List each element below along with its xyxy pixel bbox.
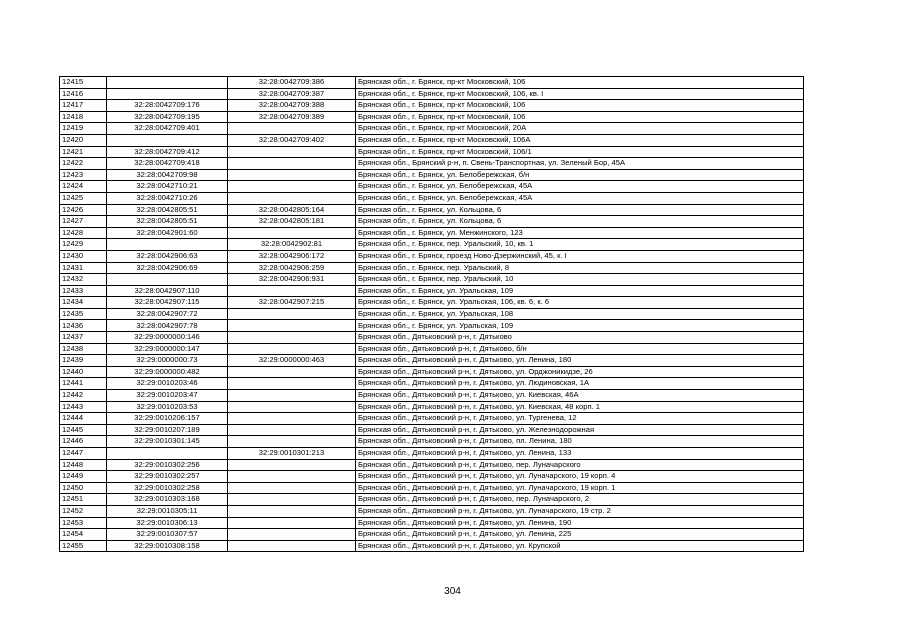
parcel-number-cell: 32:28:0042710:26: [107, 192, 228, 204]
parcel-number-cell: [107, 448, 228, 460]
object-number-cell: 32:28:0042709:387: [228, 88, 356, 100]
object-number-cell: [228, 459, 356, 471]
row-number-cell: 12441: [60, 378, 107, 390]
address-cell: Брянская обл., Дятьковский р-н, г. Дятьково, ул. Киевская, 48 корп. 1: [356, 401, 804, 413]
object-number-cell: [228, 390, 356, 402]
table-body: [60, 77, 804, 552]
table-row: [60, 250, 804, 262]
address-cell: Брянская обл., г. Брянск, ул. Уральская, 108: [356, 308, 804, 320]
object-number-cell: [228, 169, 356, 181]
row-number-cell: 12428: [60, 227, 107, 239]
parcel-number-cell: 32:28:0042907:115: [107, 297, 228, 309]
parcel-number-cell: 32:29:0010306:13: [107, 517, 228, 529]
row-number-cell: 12442: [60, 390, 107, 402]
address-cell: Брянская обл., г. Брянск, ул. Кольцова, 6: [356, 216, 804, 228]
parcel-number-cell: 32:29:0010203:53: [107, 401, 228, 413]
address-cell: Брянская обл., г. Брянск, ул. Менжинского, 123: [356, 227, 804, 239]
table-row: [60, 529, 804, 541]
object-number-cell: [228, 529, 356, 541]
row-number-cell: 12455: [60, 540, 107, 552]
object-number-cell: [228, 413, 356, 425]
row-number-cell: 12418: [60, 111, 107, 123]
object-number-cell: [228, 471, 356, 483]
parcel-number-cell: 32:28:0042907:72: [107, 308, 228, 320]
table-row: [60, 436, 804, 448]
table-row: [60, 540, 804, 552]
table-row: [60, 413, 804, 425]
address-cell: Брянская обл., г. Брянск, ул. Уральская, 109: [356, 285, 804, 297]
address-cell: Брянская обл., Дятьковский р-н, г. Дятьково, пер. Луначарского: [356, 459, 804, 471]
object-number-cell: [228, 285, 356, 297]
object-number-cell: 32:29:0000000:463: [228, 355, 356, 367]
row-number-cell: 12420: [60, 134, 107, 146]
row-number-cell: 12439: [60, 355, 107, 367]
object-number-cell: [228, 332, 356, 344]
table-row: [60, 448, 804, 460]
object-number-cell: [228, 343, 356, 355]
object-number-cell: [228, 181, 356, 193]
row-number-cell: 12437: [60, 332, 107, 344]
parcel-number-cell: 32:29:0010303:168: [107, 494, 228, 506]
table-row: [60, 204, 804, 216]
row-number-cell: 12436: [60, 320, 107, 332]
parcel-number-cell: 32:29:0010305:11: [107, 505, 228, 517]
object-number-cell: 32:28:0042805:181: [228, 216, 356, 228]
parcel-number-cell: 32:29:0010207:189: [107, 424, 228, 436]
row-number-cell: 12447: [60, 448, 107, 460]
parcel-number-cell: [107, 88, 228, 100]
row-number-cell: 12432: [60, 274, 107, 286]
table-row: [60, 471, 804, 483]
address-cell: Брянская обл., Дятьковский р-н, г. Дятьково: [356, 332, 804, 344]
object-number-cell: [228, 401, 356, 413]
row-number-cell: 12445: [60, 424, 107, 436]
address-cell: Брянская обл., Дятьковский р-н, г. Дятьково, ул. Луначарского, 19 корп. 4: [356, 471, 804, 483]
address-cell: Брянская обл., г. Брянск, пр-кт Московский, 106, кв. I: [356, 88, 804, 100]
object-number-cell: 32:28:0042906:172: [228, 250, 356, 262]
object-number-cell: [228, 320, 356, 332]
row-number-cell: 12422: [60, 158, 107, 170]
address-cell: Брянская обл., Дятьковский р-н, г. Дятьково, б/н: [356, 343, 804, 355]
address-cell: Брянская обл., Дятьковский р-н, г. Дятьково, ул. Людиновская, 1А: [356, 378, 804, 390]
object-number-cell: 32:28:0042709:386: [228, 77, 356, 89]
table-row: [60, 424, 804, 436]
table-row: [60, 239, 804, 251]
table-row: [60, 100, 804, 112]
row-number-cell: 12444: [60, 413, 107, 425]
address-cell: Брянская обл., г. Брянск, пр-кт Московский, 106: [356, 77, 804, 89]
parcel-number-cell: 32:29:0010203:47: [107, 390, 228, 402]
parcel-number-cell: 32:29:0000000:146: [107, 332, 228, 344]
address-cell: Брянская обл., Дятьковский р-н, г. Дятьково, ул. Киевская, 46А: [356, 390, 804, 402]
address-cell: Брянская обл., Дятьковский р-н, г. Дятьково, ул. Ленина, 180: [356, 355, 804, 367]
table-row: [60, 332, 804, 344]
parcel-number-cell: [107, 77, 228, 89]
parcel-number-cell: 32:29:0010302:257: [107, 471, 228, 483]
table-row: [60, 111, 804, 123]
address-cell: Брянская обл., Дятьковский р-н, г. Дятьково, ул. Ленина, 190: [356, 517, 804, 529]
address-cell: Брянская обл., г. Брянск, ул. Белобережская, 45А: [356, 192, 804, 204]
address-cell: Брянская обл., г. Брянск, пер. Уральский, 10, кв. 1: [356, 239, 804, 251]
object-number-cell: [228, 366, 356, 378]
table-row: [60, 134, 804, 146]
object-number-cell: [228, 378, 356, 390]
parcel-number-cell: [107, 134, 228, 146]
object-number-cell: [228, 308, 356, 320]
table-row: [60, 494, 804, 506]
object-number-cell: 32:28:0042906:259: [228, 262, 356, 274]
table-row: [60, 158, 804, 170]
address-cell: Брянская обл., Дятьковский р-н, г. Дятьково, ул. Ленина, 133: [356, 448, 804, 460]
object-number-cell: 32:28:0042907:215: [228, 297, 356, 309]
address-cell: Брянская обл., г. Брянск, проезд Ново-Дзержинский, 45, к. I: [356, 250, 804, 262]
table-row: [60, 227, 804, 239]
row-number-cell: 12434: [60, 297, 107, 309]
parcel-number-cell: 32:28:0042709:176: [107, 100, 228, 112]
address-cell: Брянская обл., г. Брянск, ул. Белобережская, б/н: [356, 169, 804, 181]
table-row: [60, 262, 804, 274]
object-number-cell: [228, 158, 356, 170]
row-number-cell: 12440: [60, 366, 107, 378]
table-row: [60, 378, 804, 390]
row-number-cell: 12431: [60, 262, 107, 274]
address-cell: Брянская обл., г. Брянск, ул. Уральская, 106, кв. 6, к. 6: [356, 297, 804, 309]
parcel-number-cell: [107, 239, 228, 251]
table-row: [60, 192, 804, 204]
table-row: [60, 366, 804, 378]
object-number-cell: [228, 540, 356, 552]
object-number-cell: 32:28:0042805:164: [228, 204, 356, 216]
row-number-cell: 12438: [60, 343, 107, 355]
table-row: [60, 355, 804, 367]
row-number-cell: 12427: [60, 216, 107, 228]
address-cell: Брянская обл., г. Брянск, ул. Кольцова, 6: [356, 204, 804, 216]
object-number-cell: 32:28:0042709:402: [228, 134, 356, 146]
parcel-number-cell: 32:28:0042709:98: [107, 169, 228, 181]
address-cell: Брянская обл., г. Брянск, пр-кт Московский, 106/1: [356, 146, 804, 158]
table-row: [60, 297, 804, 309]
row-number-cell: 12421: [60, 146, 107, 158]
address-cell: Брянская обл., г. Брянск, ул. Белобережская, 45А: [356, 181, 804, 193]
object-number-cell: 32:28:0042906:931: [228, 274, 356, 286]
address-cell: Брянская обл., Дятьковский р-н, г. Дятьково, ул. Крупской: [356, 540, 804, 552]
row-number-cell: 12448: [60, 459, 107, 471]
row-number-cell: 12453: [60, 517, 107, 529]
table-row: [60, 181, 804, 193]
parcel-number-cell: 32:29:0000000:482: [107, 366, 228, 378]
object-number-cell: [228, 482, 356, 494]
row-number-cell: 12435: [60, 308, 107, 320]
table-row: [60, 401, 804, 413]
address-cell: Брянская обл., Дятьковский р-н, г. Дятьково, ул. Орджоникидзе, 26: [356, 366, 804, 378]
row-number-cell: 12446: [60, 436, 107, 448]
parcel-number-cell: 32:28:0042901:60: [107, 227, 228, 239]
row-number-cell: 12429: [60, 239, 107, 251]
table-row: [60, 390, 804, 402]
row-number-cell: 12443: [60, 401, 107, 413]
table-row: [60, 482, 804, 494]
row-number-cell: 12419: [60, 123, 107, 135]
parcel-number-cell: 32:28:0042907:78: [107, 320, 228, 332]
parcel-number-cell: 32:28:0042709:418: [107, 158, 228, 170]
table-row: [60, 285, 804, 297]
table-row: [60, 308, 804, 320]
address-cell: Брянская обл., Дятьковский р-н, г. Дятьково, ул. Луначарского, 19 стр. 2: [356, 505, 804, 517]
object-number-cell: [228, 517, 356, 529]
table-row: [60, 146, 804, 158]
address-cell: Брянская обл., г. Брянск, ул. Уральская, 109: [356, 320, 804, 332]
row-number-cell: 12450: [60, 482, 107, 494]
parcel-number-cell: 32:28:0042805:51: [107, 204, 228, 216]
address-cell: Брянская обл., Дятьковский р-н, г. Дятьково, ул. Ленина, 225: [356, 529, 804, 541]
object-number-cell: [228, 192, 356, 204]
row-number-cell: 12433: [60, 285, 107, 297]
object-number-cell: 32:29:0010301:213: [228, 448, 356, 460]
table-row: [60, 459, 804, 471]
parcel-number-cell: 32:28:0042709:412: [107, 146, 228, 158]
parcel-number-cell: 32:28:0042906:69: [107, 262, 228, 274]
table-row: [60, 77, 804, 89]
row-number-cell: 12452: [60, 505, 107, 517]
object-number-cell: [228, 146, 356, 158]
address-cell: Брянская обл., Брянский р-н, п. Свень-Транспортная, ул. Зеленый Бор, 45А: [356, 158, 804, 170]
parcel-number-cell: 32:29:0010307:57: [107, 529, 228, 541]
object-number-cell: [228, 505, 356, 517]
object-number-cell: [228, 436, 356, 448]
row-number-cell: 12451: [60, 494, 107, 506]
row-number-cell: 12449: [60, 471, 107, 483]
parcel-number-cell: 32:29:0010206:157: [107, 413, 228, 425]
address-cell: Брянская обл., Дятьковский р-н, г. Дятьково, ул. Железнодорожная: [356, 424, 804, 436]
parcel-number-cell: 32:29:0010302:256: [107, 459, 228, 471]
parcel-number-cell: [107, 274, 228, 286]
table-row: [60, 343, 804, 355]
address-cell: Брянская обл., Дятьковский р-н, г. Дятьково, ул. Тургенева, 12: [356, 413, 804, 425]
object-number-cell: [228, 123, 356, 135]
address-cell: Брянская обл., г. Брянск, пр-кт Московский, 20А: [356, 123, 804, 135]
parcel-number-cell: 32:28:0042906:63: [107, 250, 228, 262]
parcel-number-cell: 32:28:0042709:401: [107, 123, 228, 135]
object-number-cell: [228, 494, 356, 506]
row-number-cell: 12424: [60, 181, 107, 193]
address-cell: Брянская обл., г. Брянск, пр-кт Московский, 106: [356, 100, 804, 112]
table-row: [60, 274, 804, 286]
table-row: [60, 517, 804, 529]
row-number-cell: 12454: [60, 529, 107, 541]
table-row: [60, 88, 804, 100]
table-row: [60, 505, 804, 517]
address-cell: Брянская обл., Дятьковский р-н, г. Дятьково, пер. Луначарского, 2: [356, 494, 804, 506]
parcel-number-cell: 32:28:0042907:110: [107, 285, 228, 297]
parcel-number-cell: 32:28:0042709:195: [107, 111, 228, 123]
address-cell: Брянская обл., г. Брянск, пер. Уральский, 10: [356, 274, 804, 286]
row-number-cell: 12425: [60, 192, 107, 204]
parcel-number-cell: 32:28:0042805:51: [107, 216, 228, 228]
object-number-cell: 32:28:0042709:389: [228, 111, 356, 123]
row-number-cell: 12416: [60, 88, 107, 100]
table-row: [60, 169, 804, 181]
row-number-cell: 12417: [60, 100, 107, 112]
parcel-number-cell: 32:29:0010203:46: [107, 378, 228, 390]
address-cell: Брянская обл., Дятьковский р-н, г. Дятьково, пл. Ленина, 180: [356, 436, 804, 448]
object-number-cell: 32:28:0042709:388: [228, 100, 356, 112]
address-cell: Брянская обл., Дятьковский р-н, г. Дятьково, ул. Луначарского, 19 корп. 1: [356, 482, 804, 494]
parcel-number-cell: 32:29:0010302:258: [107, 482, 228, 494]
parcel-number-cell: 32:28:0042710:21: [107, 181, 228, 193]
object-number-cell: [228, 227, 356, 239]
table-row: [60, 320, 804, 332]
row-number-cell: 12426: [60, 204, 107, 216]
address-cell: Брянская обл., г. Брянск, пер. Уральский, 8: [356, 262, 804, 274]
parcel-number-cell: 32:29:0000000:73: [107, 355, 228, 367]
row-number-cell: 12423: [60, 169, 107, 181]
table-row: [60, 216, 804, 228]
row-number-cell: 12430: [60, 250, 107, 262]
cadastral-table: [59, 76, 804, 552]
object-number-cell: [228, 424, 356, 436]
parcel-number-cell: 32:29:0010301:145: [107, 436, 228, 448]
page-number: 304: [444, 586, 461, 597]
parcel-number-cell: 32:29:0000000:147: [107, 343, 228, 355]
parcel-number-cell: 32:29:0010308:158: [107, 540, 228, 552]
address-cell: Брянская обл., г. Брянск, пр-кт Московский, 106: [356, 111, 804, 123]
object-number-cell: 32:28:0042902:81: [228, 239, 356, 251]
table-row: [60, 123, 804, 135]
address-cell: Брянская обл., г. Брянск, пр-кт Московский, 106А: [356, 134, 804, 146]
row-number-cell: 12415: [60, 77, 107, 89]
